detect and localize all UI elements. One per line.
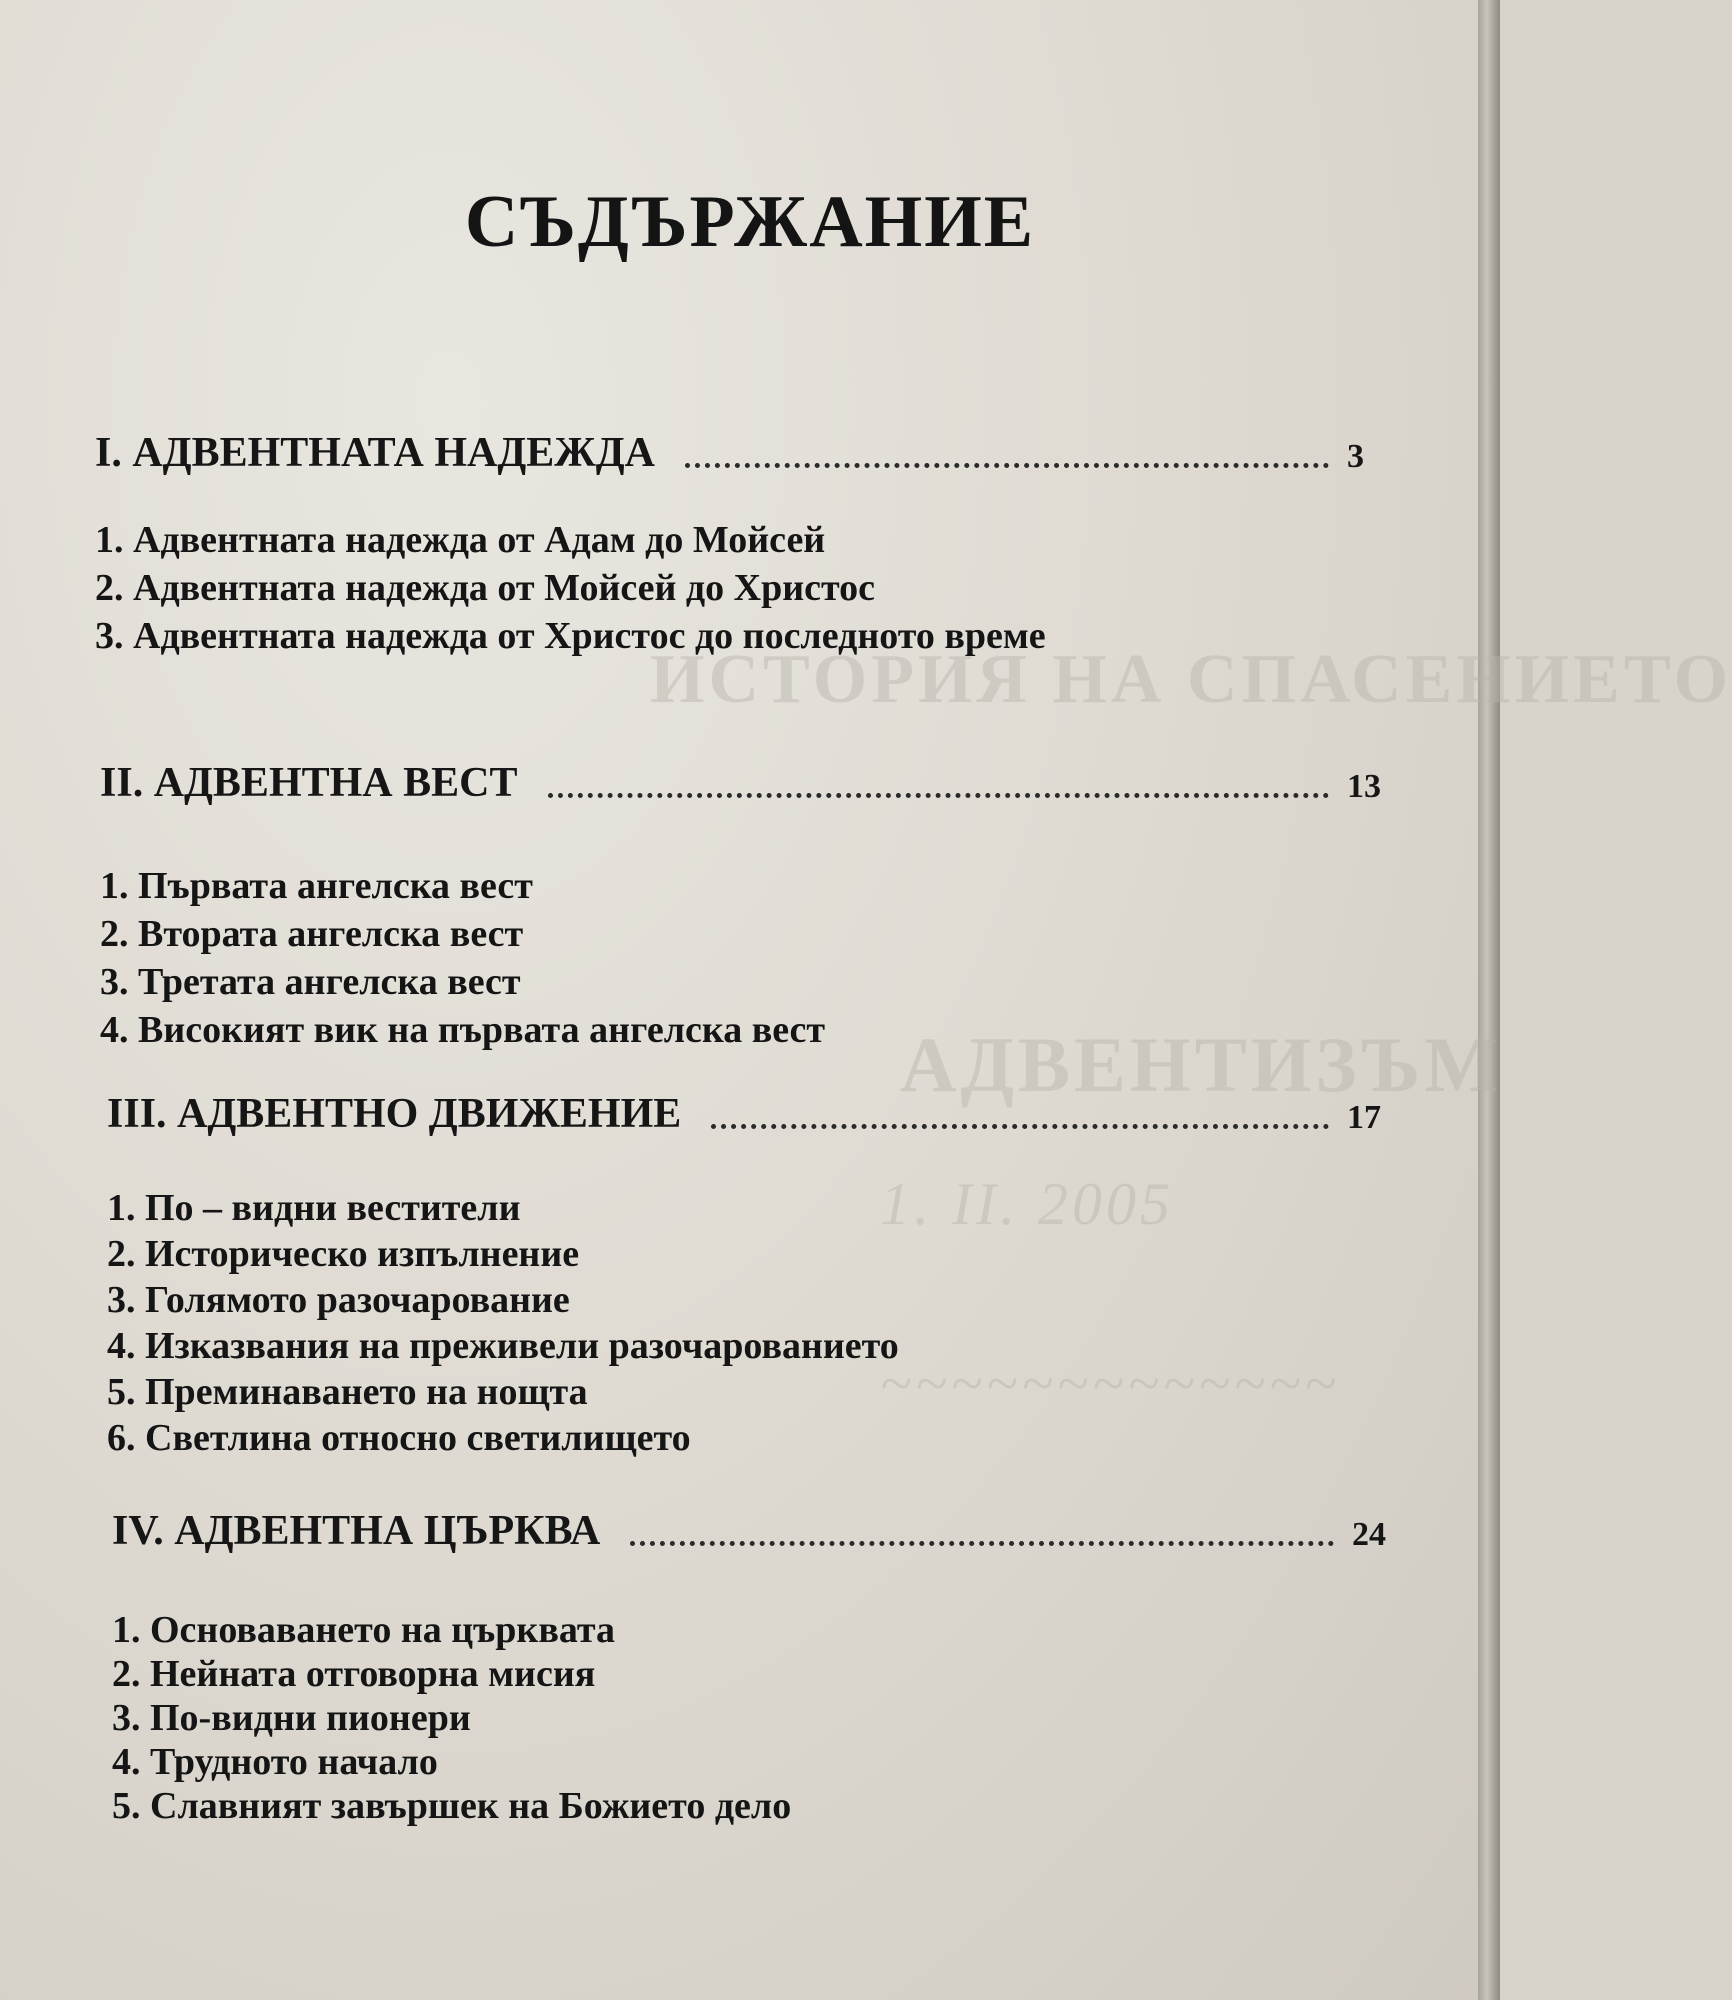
section-heading-label: IV. АДВЕНТНА ЦЪРКВА xyxy=(112,1508,601,1554)
toc-item: 3. Голямото разочарование xyxy=(107,1279,570,1321)
toc-item: 5. Преминаването на нощта xyxy=(107,1371,588,1413)
toc-item: 2. Втората ангелска вест xyxy=(100,913,524,955)
section-page-number: 13 xyxy=(1347,768,1381,805)
toc-item: 5. Славният завършек на Божието дело xyxy=(112,1785,792,1827)
show-through-text: ИСТОРИЯ НА СПАСЕНИЕТО xyxy=(650,641,1732,718)
section-heading-label: III. АДВЕНТНО ДВИЖЕНИЕ xyxy=(107,1091,682,1137)
toc-section-heading xyxy=(112,1510,1412,1552)
section-page-number: 3 xyxy=(1347,438,1364,475)
toc-item: 1. Първата ангелска вест xyxy=(100,865,533,907)
toc-item: 3. По-видни пионери xyxy=(112,1697,471,1739)
section-page-number: 17 xyxy=(1347,1099,1381,1136)
toc-item: 1. Основаването на църквата xyxy=(112,1609,615,1651)
toc-item: 3. Третата ангелска вест xyxy=(100,961,521,1003)
dot-leader xyxy=(711,1124,1329,1129)
toc-item-list xyxy=(100,862,1407,1054)
toc-section-heading xyxy=(107,1093,1407,1135)
section-page-number: 24 xyxy=(1352,1516,1386,1553)
section-heading-label: II. АДВЕНТНА ВЕСТ xyxy=(100,760,518,806)
toc-section xyxy=(112,1510,1412,1828)
toc-item-list xyxy=(95,516,1407,660)
page-title: СЪДЪРЖАНИЕ xyxy=(464,181,1036,263)
toc-item: 1. Адвентната надежда от Адам до Мойсей xyxy=(95,519,826,561)
show-through-text: АДВЕНТИЗЪМ xyxy=(900,1021,1502,1108)
show-through-handwriting: 1. II. 2005 xyxy=(880,1171,1174,1237)
toc-item: 4. Изказвания на преживели разочарованието xyxy=(107,1325,899,1367)
toc-item: 2. Нейната отговорна мисия xyxy=(112,1653,596,1695)
toc-section-heading xyxy=(100,762,1407,804)
toc-item: 6. Светлина относно светилището xyxy=(107,1417,691,1459)
toc-item-list xyxy=(107,1185,1407,1461)
page-edge xyxy=(1478,0,1500,2000)
dot-leader xyxy=(548,793,1330,798)
section-heading-label: I. АДВЕНТНАТА НАДЕЖДА xyxy=(95,430,656,476)
toc-item: 1. По – видни вестители xyxy=(107,1187,521,1229)
toc-section xyxy=(95,432,1407,660)
toc-item-list xyxy=(112,1608,1412,1828)
dot-leader xyxy=(630,1541,1334,1546)
toc-section xyxy=(107,1093,1407,1461)
toc-item: 2. Историческо изпълнение xyxy=(107,1233,580,1275)
toc-section xyxy=(100,762,1407,1054)
dot-leader xyxy=(685,463,1329,468)
toc-item: 4. Високият вик на първата ангелска вест xyxy=(100,1009,826,1051)
toc-item: 2. Адвентната надежда от Мойсей до Христос xyxy=(95,567,876,609)
show-through-handwriting: ~~~~~~~~~~~~~ xyxy=(880,1351,1340,1416)
toc-item: 4. Трудното начало xyxy=(112,1741,438,1783)
toc-item: 3. Адвентната надежда от Христос до последното време xyxy=(95,615,1046,657)
toc-section-heading xyxy=(95,432,1407,474)
